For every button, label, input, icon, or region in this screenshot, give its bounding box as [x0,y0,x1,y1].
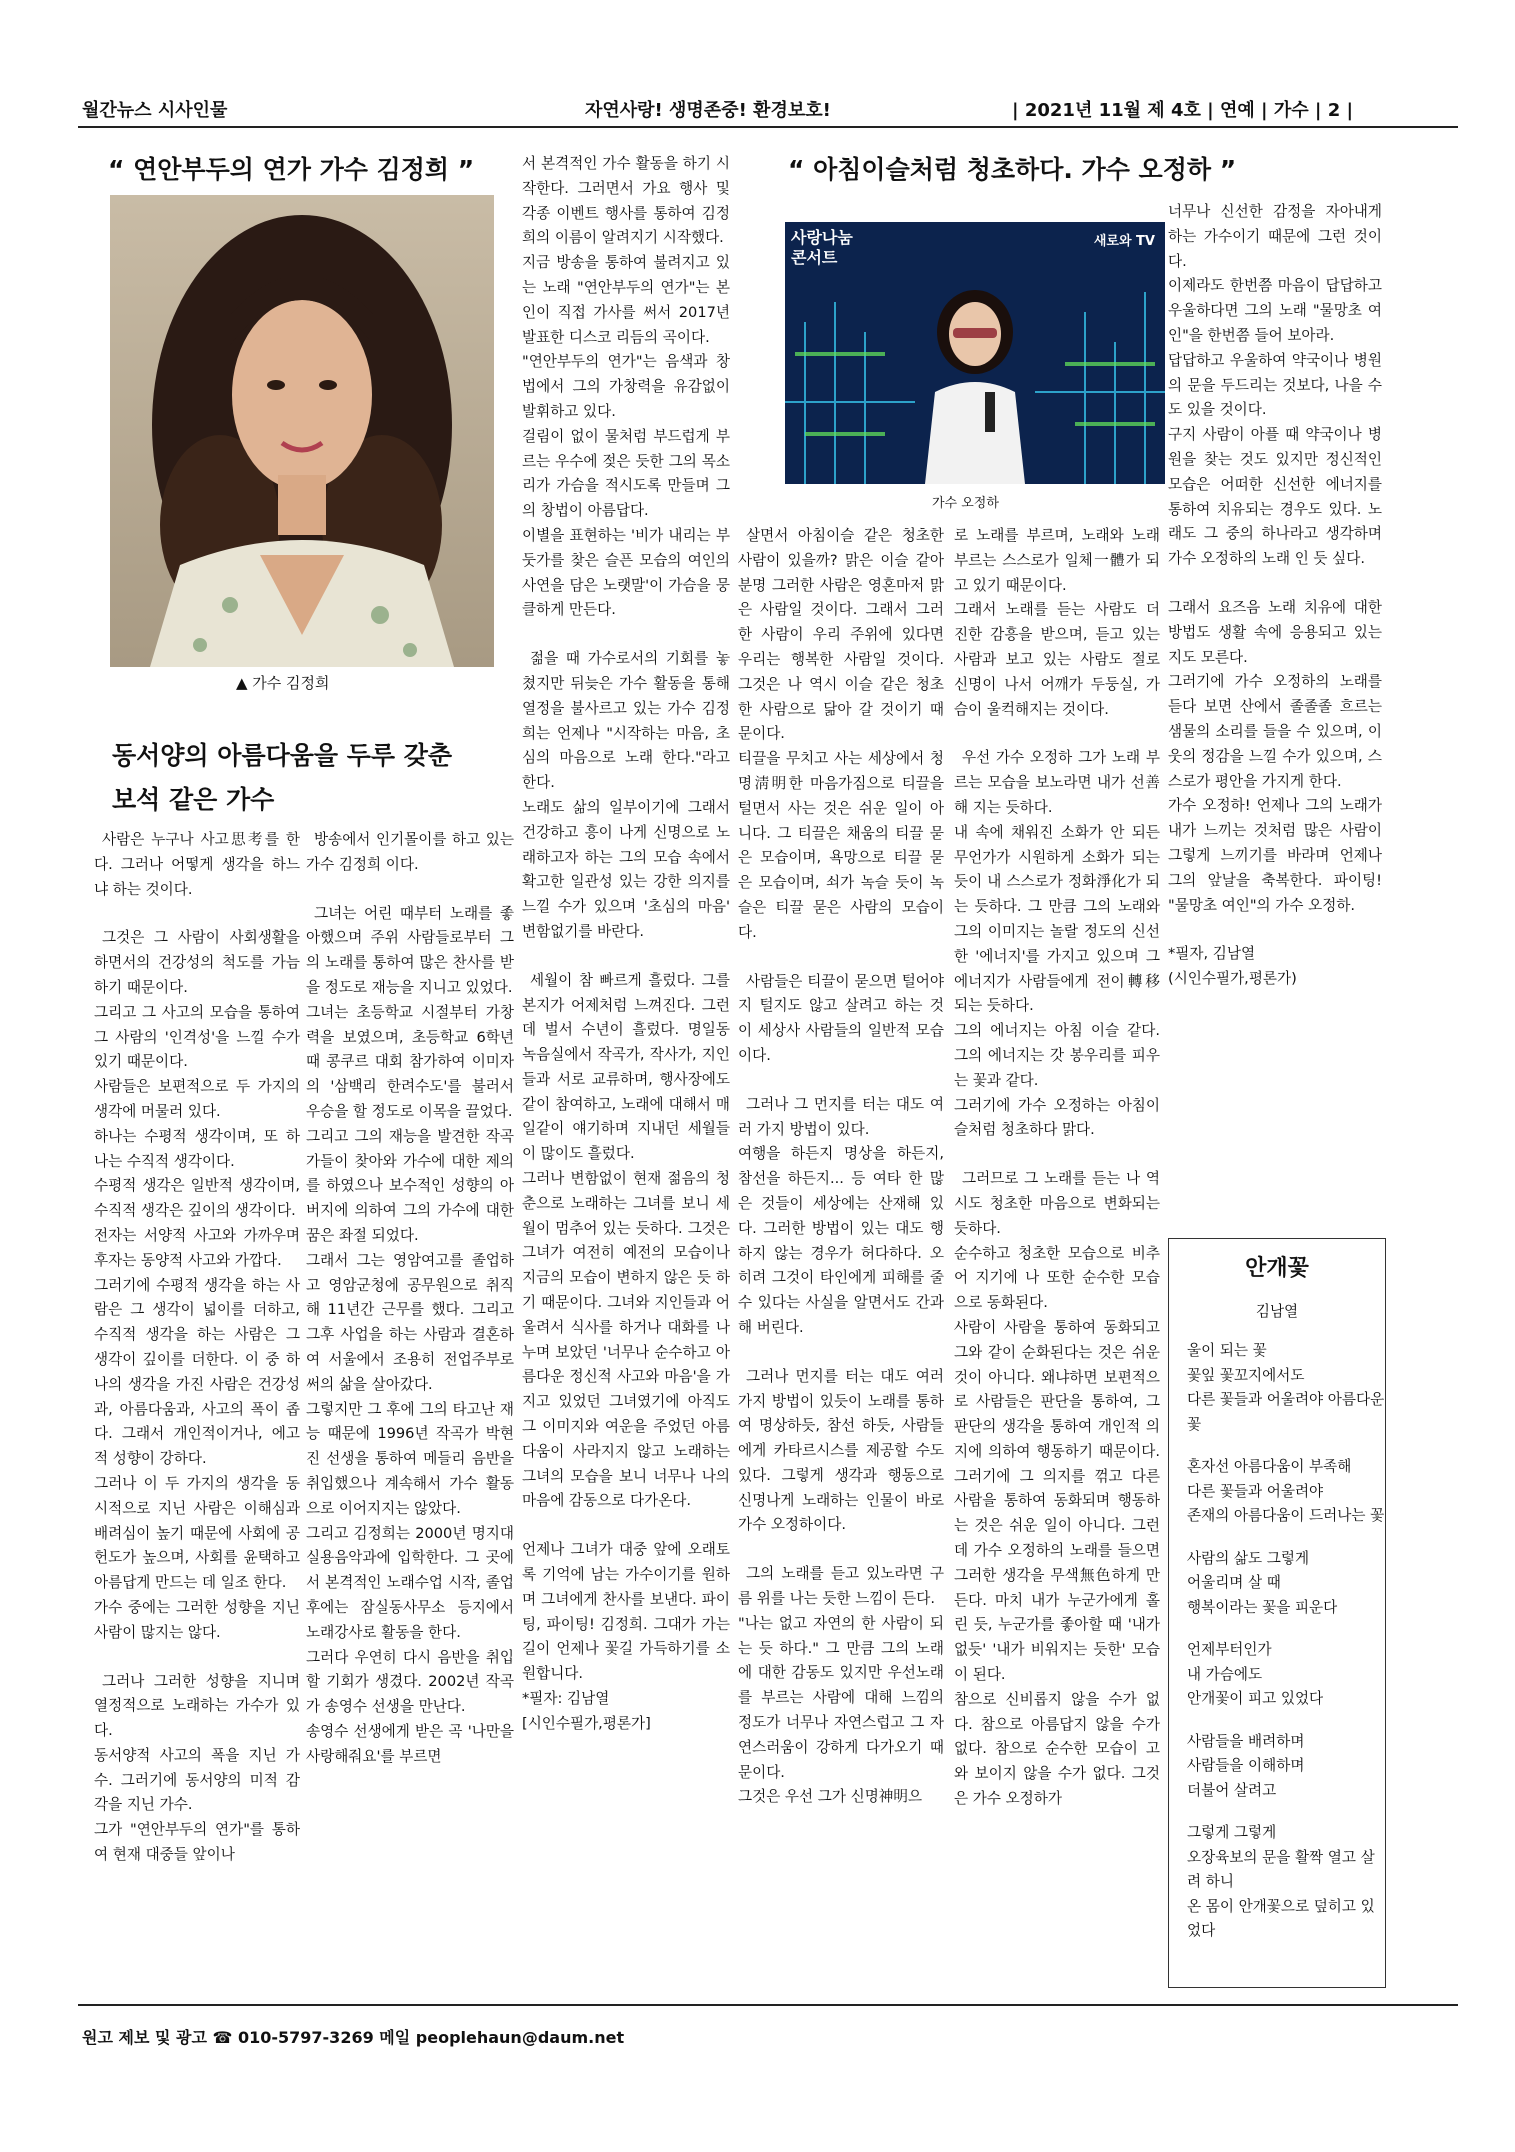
poem-stanza: 사람들을 배려하며 사람들을 이해하며 더불어 살려고 [1187,1732,1305,1799]
paragraph: 로 노래를 부르며, 노래와 노래 부르는 스스로가 일체一體가 되고 있기 때문이다. 그래서 노래를 듣는 사람도 더 진한 감흥을 받으며, 듣고 있는 사람과 보고 있는 사람도 절로 신명이 나서 어깨가 두둥실, 가슴이 울컥해지는 것이다. [954,527,1160,718]
article1-title: “ 연안부두의 연가 가수 김정희 ” [108,155,475,184]
poem-box [1168,1238,1386,1988]
article2-col6 [1168,200,1382,1016]
paragraph: 사람은 누구나 사고思考를 한다. 그러나 어떻게 생각을 하느냐 하는 것이다. [94,831,300,898]
footer-rule [78,2004,1458,2006]
paragraph: 젊을 때 가수로서의 기회를 놓쳤지만 뒤늦은 가수 활동을 통해 열정을 불사르고 있는 가수 김정희는 언제나 "시작하는 마음, 초심의 마음으로 노래 한다."라고 한다. 노래도 삶의 일부이기에 그래서 건강하고 흥이 나게 신명으로 노래하고자 하는 그의 모습 속에서 확고한 일관성 있는 강한 의지를 느낄 수가 있으며 '초심의 마음' 변함없기를 바란다. [522,650,730,940]
poem-author: 김남열 [1255,1303,1299,1320]
photo-caption-1: ▲ 가수 김정희 [236,674,330,692]
article2-col4 [738,524,944,1834]
poem-title: 안개꽃 [1245,1256,1309,1281]
header-center: 자연사랑! 생명존중! 환경보호! [585,100,831,121]
paragraph: 방송에서 인기몰이를 하고 있는 가수 김정희 이다. [306,831,514,873]
poem-stanza: 사람의 삶도 그렇게 어울리며 살 때 행복이라는 꽃을 피운다 [1187,1549,1338,1616]
paragraph: 우선 가수 오정하 그가 노래 부르는 모습을 보노라면 내가 선善해 지는 듯하다. 내 속에 채워진 소화가 안 되든 무언가가 시원하게 소화가 되는 듯이 내 스스로가 정화淨化가 되는 듯하다. 그 만큼 그의 노래와 그의 이미지는 놀랄 정도의 신선한 '에너지'를 가지고 있으며 그 에너지가 사람들에게 전이轉移되는 듯하다. 그의 에너지는 아침 이슬 같다. 그의 에너지는 갓 봉우리를 피우는 꽃과 같다. 그러기에 가수 오정하는 아침이슬처럼 청초하다 맑다. [954,749,1160,1139]
poem-stanza: 울이 되는 꽃 꽃잎 꽃꼬지에서도 다른 꽃들과 어울려야 아름다운 꽃 [1187,1342,1385,1433]
article1-col1 [94,828,300,1892]
header-rule [78,126,1458,128]
paragraph: 그것은 그 사람이 사회생활을 하면서의 건강성의 척도를 가늠하기 때문이다. 그리고 그 사고의 모습을 통하여 그 사람의 '인격성'을 느낄 수가 있기 때문이다. 사람들은 보편적으로 두 가지의 생각에 머물러 있다. 하나는 수평적 생각이며, 또 하나는 수직적 생각이다. 수평적 생각은 일반적 생각이며, 수직적 생각은 깊이의 생각이다. 전자는 서양적 사고와 가까우며 후자는 동양적 사고와 가깝다. 그러기에 수평적 생각을 하는 사람은 그 생각이 넓이를 더하고, 수직적 생각을 하는 사람은 그 생각이 깊이를 더한다. 이 중 하나의 생각을 가진 사람은 건강성과, 아름다움과, 사고의 폭이 좁다. 그래서 개인적이거나, 에고적 성향이 강하다. 그러나 이 두 가지의 생각을 동시적으로 지닌 사람은 이해심과 배려심이 높기 때문에 사회에 공헌도가 높으며, 사회를 윤택하고 아름답게 만드는 데 일조 한다. 가수 중에는 그러한 성향을 지닌 사람이 많지는 않다. [94,929,300,1641]
paragraph: 세월이 참 빠르게 흘렀다. 그를 본지가 어제처럼 느껴진다. 그런데 벌서 수년이 흘렀다. 명일동 녹음실에서 작곡가, 작사가, 지인들과 서로 교류하며, 행사장에도 같이 참여하고, 노래에 대해서 매일같이 얘기하며 지내던 세월들이 많이도 흘렀다. 그러나 변함없이 현재 젊음의 청춘으로 노래하는 그녀를 보니 세월이 멈추어 있는 듯하다. 그것은 그녀가 여전히 예전의 모습이나 지금의 모습이 변하지 않은 듯 하기 때문이다. 그녀와 지인들과 어울려서 식사를 하거나 대화를 나누며 보았던 '너무나 순수하고 아름다운 정신적 사고와 마음'을 가지고 있었던 그녀였기에 아직도 그 이미지와 여운을 주었던 아름다움이 사라지지 않고 노래하는 그녀의 모습을 보니 너무나 나의 마음에 감동으로 다가온다. [522,971,730,1510]
header-left: 월간뉴스 시사인물 [82,100,228,121]
paragraph: 너무나 신선한 감정을 자아내게 하는 가수이기 때문에 그런 것이다. 이제라도 한번쯤 마음이 답답하고 우울하다면 그의 노래 "물망초 여인"을 한번쯤 들어 보아라. 답답하고 우울하여 약국이나 병원의 문을 두드리는 것보다, 나을 수도 있을 것이다. 구지 사람이 아플 때 약국이나 병원을 찾는 것도 있지만 정신적인 모습은 어떠한 신선한 에너지를 통하여 치유되는 경우도 있다. 노래도 그 중의 하나라고 생각하며 가수 오정하의 노래 인 듯 싶다. [1168,203,1382,568]
paragraph: 그래서 요즈음 노래 치유에 대한 방법도 생활 속에 응용되고 있는지도 모른다. 그러기에 가수 오정하의 노래를 듣다 보면 산에서 졸졸졸 흐르는 샘물의 소리를 들을 수 있으며, 이웃의 정감을 느낄 수가 있으며, 스스로가 평안을 가지게 한다. 가수 오정하! 언제나 그의 노래가 내가 느끼는 것처럼 많은 사람이 그렇게 느끼기를 바라며 언제나 그의 앞날을 축복한다. 파이팅! "물망초 여인"의 가수 오정하. [1168,598,1382,914]
paragraph: 언제나 그녀가 대중 앞에 오래토록 기억에 남는 가수이기를 원하며 그녀에게 찬사를 보낸다. 파이팅, 파이팅! 김정희. 그대가 가는 길이 언제나 꽃길 가득하기를 소원합니다. *필자: 김남열 [시인수필가,평론가] [522,1541,730,1732]
paragraph: 사람들은 티끌이 묻으면 털어야지 털지도 않고 살려고 하는 것이 세상사 사람들의 일반적 모습이다. [738,972,944,1064]
article1-col3 [522,152,730,1761]
footer-contact: 원고 제보 및 광고 ☎ 010-5797-3269 메일 peoplehaun@daum.net [82,2028,625,2047]
photo-sign-left: 사랑나눔 콘서트 [791,228,853,267]
header-right: | 2021년 11월 제 4호 | 연예 | 가수 | 2 | [1012,100,1354,121]
photo-sign-right: 새로와 TV [1093,234,1155,249]
paragraph: 그녀는 어린 때부터 노래를 좋아했으며 주위 사람들로부터 그의 노래를 통하여 많은 찬사를 받을 정도로 재능을 지니고 있었다. 그녀는 초등학교 시절부터 가창력을 보였으며, 초등학교 6학년 때 콩쿠르 대회 참가하여 이미자의 '삼백리 한려수도'를 불러서 우승을 할 정도로 이목을 끌었다. 그리고 그의 재능을 발견한 작곡가들이 찾아와 가수에 대한 제의를 하였으나 보수적인 성향의 아버지에 의하여 그의 가수에 대한 꿈은 좌절 되었다. 그래서 그는 영암여고를 졸업하고 영암군청에 공무원으로 취직해 11년간 근무를 했다. 그리고 그후 사업을 하는 사람과 결혼하여 서울에서 조용히 전업주부로써의 삶을 살아갔다. 그렇지만 그 후에 그의 타고난 재능 때문에 1996년 작곡가 박현진 선생을 통하여 메들리 음반을 취입했으나 계속해서 가수 활동으로 이어지지는 않았다. 그리고 김정희는 2000년 명지대 실용음악과에 입학한다. 그 곳에서 본격적인 노래수업 시작, 졸업 후에는 잠실동사무소 등지에서 노래강사로 활동을 한다. 그러다 우연히 다시 음반을 취입할 기회가 생겼다. 2002년 작곡가 송영수 선생을 만난다. 송영수 선생에게 받은 곡 '나만을 사랑해줘요'를 부르면 [306,904,514,1765]
paragraph: 그러나 그 먼지를 터는 대도 여러 가지 방법이 있다. 여행을 하든지 명상을 하든지, 참선을 하든지... 등 여타 한 많은 것들이 세상에는 산재해 있다. 그러한 방법이 있는 대도 행하지 않는 경우가 허다하다. 오히려 그것이 타인에게 피해를 줄 수 있다는 사실을 알면서도 간과해 버린다. [738,1095,944,1336]
article2-col5 [954,524,1160,1836]
article1-col2 [306,828,514,1793]
paragraph: 그러므로 그 노래를 듣는 나 역시도 청초한 마음으로 변화되는 듯하다. 순수하고 청초한 모습으로 비추어 지기에 나 또한 순수한 모습으로 동화된다. 사람이 사람을 통하여 동화되고 그와 같이 순화된다는 것은 쉬운 것이 아니다. 왜냐하면 보편적으로 사람들은 판단을 통하여, 그 판단의 생각을 통하여 개인적 의지에 의하여 행동하기 때문이다. 그러기에 그 의지를 꺾고 다른 사람을 통하여 동화되며 행동하는 것은 쉬운 일이 아니다. 그런데 가수 오정하의 노래를 들으면 그러한 생각을 무색無色하게 만든다. 마치 내가 누군가에게 홀린 듯, 누군가를 좋아할 때 '내가 없듯' '내가 비워지는 듯한' 모습이 된다. 참으로 신비롭지 않을 수가 없다. 참으로 아름답지 않을 수가 없다. 참으로 순수한 모습이 고와 보이지 않을 수가 없다. 그것은 가수 오정하가 [954,1170,1160,1808]
paragraph: 살면서 아침이슬 같은 청초한 사람이 있을까? 맑은 이슬 같아 분명 그러한 사람은 영혼마저 맑은 사람일 것이다. 그래서 그러한 사람이 우리 주위에 있다면 우리는 행복한 사람일 것이다. 그것은 나 역시 이슬 같은 청초한 사람으로 닮아 갈 것이기 때문이다. 티끌을 무치고 사는 세상에서 청명淸明한 마음가짐으로 티끌을 털면서 사는 것은 쉬운 일이 아니다. 그 티끌은 채움의 티끌 묻은 모습이며, 욕망으로 티끌 묻은 모습이며, 쇠가 녹슬 듯이 녹 슬은 티끌 묻은 사람의 모습이다. [738,527,944,941]
byline: *필자, 김남열 (시인수필가,평론가) [1168,945,1297,988]
photo-caption-2: 가수 오정하 [932,496,999,511]
article1-subhead: 동서양의 아름다움을 두루 갖춘 보석 같은 가수 [112,741,453,814]
article2-title: “ 아침이슬처럼 청초하다. 가수 오정하 ” [788,155,1237,184]
paragraph: 서 본격적인 가수 활동을 하기 시작한다. 그러면서 가요 행사 및 각종 이벤트 행사를 통하여 김정희의 이름이 알려지기 시작했다. 지금 방송을 통하여 불려지고 있는 노래 "연안부두의 연가"는 본인이 직접 가사를 써서 2017년 발표한 디스코 리듬의 곡이다. "연안부두의 연가"는 음색과 창법에서 그의 가창력을 유감없이 발휘하고 있다. 걸림이 없이 물처럼 부드럽게 부르는 우수에 젖은 듯한 그의 목소리가 가슴을 적시도록 만들며 그의 창법이 아름답다. 이별을 표현하는 '비가 내리는 부둣가를 찾은 슬픈 모습의 여인의 사연을 담은 노랫말'이 가슴을 뭉클하게 만든다. [522,155,730,619]
singer-photo-ohjeongha [785,222,1165,484]
paragraph: 그러나 먼지를 터는 대도 여러 가지 방법이 있듯이 노래를 통하여 명상하듯, 참선 하듯, 사람들에게 카타르시스를 제공할 수도 있다. 그렇게 생각과 행동으로 신명나게 노래하는 인물이 바로 가수 오정하이다. [738,1367,944,1534]
poem-stanza: 혼자선 아름다움이 부족해 다른 꽃들과 어울려야 존재의 아름다움이 드러나는 꽃 [1187,1458,1385,1524]
poem-stanza: 그렇게 그렇게 오장육보의 문을 활짝 열고 살려 하니 온 몸이 안개꽃으로 덮히고 있었다 [1187,1824,1375,1939]
poem-stanza: 언제부터인가 내 가슴에도 안개꽃이 피고 있었다 [1187,1641,1324,1707]
paragraph: 그의 노래를 듣고 있노라면 구름 위를 나는 듯한 느낌이 든다. "나는 없고 자연의 한 사람이 되는 듯 하다." 그 만큼 그의 노래에 대한 감동도 있지만 우선노래를 부르는 사람에 대해 느낌의 정도가 너무나 자연스럽고 그 자연스러움이 강하게 다가오기 때문이다. 그것은 우선 그가 신명神明으 [738,1565,944,1806]
singer-photo-kimjeonghee [110,195,494,667]
paragraph: 그러나 그러한 성향을 지니며 열정적으로 노래하는 가수가 있다. 동서양적 사고의 폭을 지닌 가수. 그러기에 동서양의 미적 감각을 지닌 가수. 그가 "연안부두의 연가"를 통하여 현재 대중들 앞이나 [94,1672,300,1864]
